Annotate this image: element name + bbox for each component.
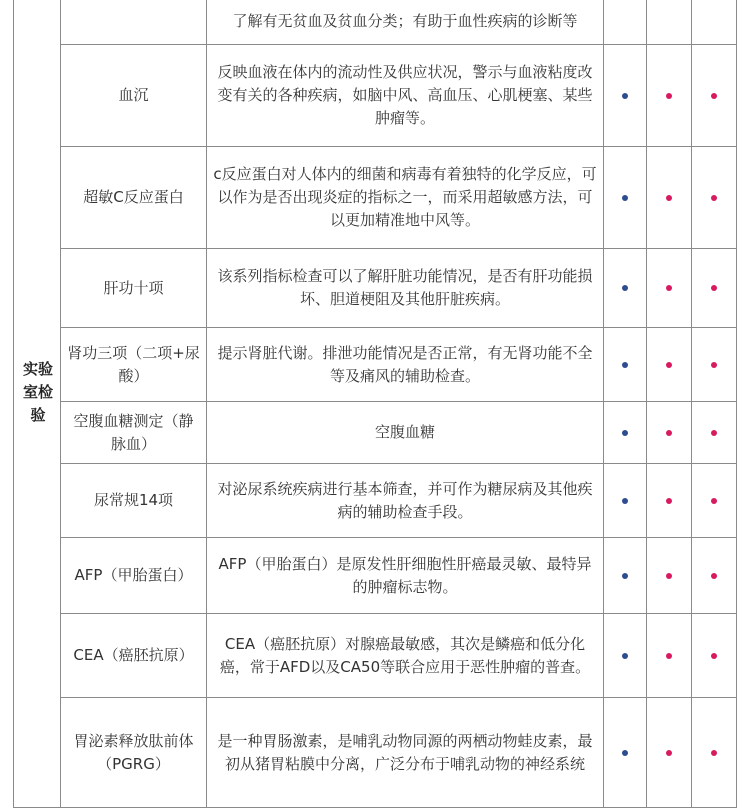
package-dot-pink-icon [666,362,672,368]
item-name-cell: AFP（甲胎蛋白） [61,538,207,614]
item-name-cell: 肾功三项（二项+尿酸） [61,328,207,402]
item-name-cell: 尿常规14项 [61,464,207,538]
table-row [14,249,737,328]
dot-cell-2 [647,402,692,464]
package-dot-blue-icon [622,285,628,291]
dot-cell-3 [692,147,737,249]
package-dot-pink-icon [666,195,672,201]
package-dot-pink-icon [711,362,717,368]
dot-cell-3 [692,464,737,538]
package-dot-pink-icon [666,430,672,436]
dot-cell-1 [604,402,647,464]
item-name-cell: 肝功十项 [61,249,207,328]
package-dot-blue-icon [622,653,628,659]
category-label: 实验室检验 [22,360,53,424]
package-dot-pink-icon [711,430,717,436]
dot-cell-2 [647,538,692,614]
package-dot-blue-icon [622,573,628,579]
package-dot-pink-icon [666,573,672,579]
dot-cell-1 [604,0,647,45]
table-row [14,538,737,614]
dot-cell-3 [692,698,737,808]
item-description-cell: 空腹血糖 [207,402,604,464]
item-name-cell: 超敏C反应蛋白 [61,147,207,249]
dot-cell-2 [647,698,692,808]
package-dot-pink-icon [711,750,717,756]
package-dot-blue-icon [622,430,628,436]
table-row [14,147,737,249]
item-name-cell: 胃泌素释放肽前体（PGRG） [61,698,207,808]
package-dot-pink-icon [711,285,717,291]
item-description-cell [207,0,604,45]
package-dot-blue-icon [622,195,628,201]
table-row [14,464,737,538]
item-description-cell: 是一种胃肠激素，是哺乳动物同源的两栖动物蛙皮素，最初从猪胃粘膜中分离，广泛分布于哺乳动物的神经系统 [207,698,604,808]
dot-cell-2 [647,249,692,328]
package-dot-pink-icon [711,573,717,579]
dot-cell-1 [604,538,647,614]
dot-cell-2 [647,147,692,249]
dot-cell-3 [692,402,737,464]
dot-cell-3 [692,328,737,402]
item-description: 了解有无贫血及贫血分类；有助于血性疾病的诊断等 [232,11,578,30]
package-dot-pink-icon [711,498,717,504]
table-row [14,0,737,45]
package-dot-blue-icon [622,362,628,368]
item-description-cell: CEA（癌胚抗原）对腺癌最敏感，其次是鳞癌和低分化癌，常于AFD以及CA50等联合应用于恶性肿瘤的普查。 [207,614,604,698]
package-dot-blue-icon [622,93,628,99]
package-dot-pink-icon [666,93,672,99]
item-name-cell: 空腹血糖测定（静脉血） [61,402,207,464]
dot-cell-2 [647,614,692,698]
table-row [14,698,737,808]
dot-cell-3 [692,0,737,45]
item-name-cell: 血沉 [61,45,207,147]
item-description-cell: 该系列指标检查可以了解肝脏功能情况，是否有肝功能损坏、胆道梗阻及其他肝脏疾病。 [207,249,604,328]
package-dot-pink-icon [666,285,672,291]
dot-cell-2 [647,464,692,538]
item-description-cell: c反应蛋白对人体内的细菌和病毒有着独特的化学反应，可以作为是否出现炎症的指标之一，而采用超敏感方法，可以更加精准地中风等。 [207,147,604,249]
item-description-cell: 对泌尿系统疾病进行基本筛查，并可作为糖尿病及其他疾病的辅助检查手段。 [207,464,604,538]
dot-cell-3 [692,249,737,328]
dot-cell-3 [692,538,737,614]
dot-cell-2 [647,45,692,147]
dot-cell-2 [647,0,692,45]
table-row [14,328,737,402]
package-dot-pink-icon [711,93,717,99]
package-dot-blue-icon [622,750,628,756]
dot-cell-2 [647,328,692,402]
item-description-cell: 反映血液在体内的流动性及供应状况，警示与血液粘度改变有关的各种疾病，如脑中风、高血压、心肌梗塞、某些肿瘤等。 [207,45,604,147]
dot-cell-3 [692,614,737,698]
item-name-cell [61,0,207,45]
item-description-cell: 提示肾脏代谢。排泄功能情况是否正常，有无肾功能不全等及痛风的辅助检查。 [207,328,604,402]
dot-cell-1 [604,464,647,538]
dot-cell-3 [692,45,737,147]
package-dot-pink-icon [711,653,717,659]
dot-cell-1 [604,249,647,328]
dot-cell-1 [604,614,647,698]
package-dot-pink-icon [666,653,672,659]
dot-cell-1 [604,147,647,249]
dot-cell-1 [604,328,647,402]
package-dot-blue-icon [622,498,628,504]
package-dot-pink-icon [666,750,672,756]
package-dot-pink-icon [666,498,672,504]
package-dot-pink-icon [711,195,717,201]
item-description-cell: AFP（甲胎蛋白）是原发性肝细胞性肝癌最灵敏、最特异的肿瘤标志物。 [207,538,604,614]
table-row [14,402,737,464]
category-cell [14,0,61,808]
dot-cell-1 [604,45,647,147]
dot-cell-1 [604,698,647,808]
table-row [14,614,737,698]
exam-table-body [14,0,737,808]
exam-items-table [13,0,737,808]
table-row [14,45,737,147]
item-name-cell: CEA（癌胚抗原） [61,614,207,698]
